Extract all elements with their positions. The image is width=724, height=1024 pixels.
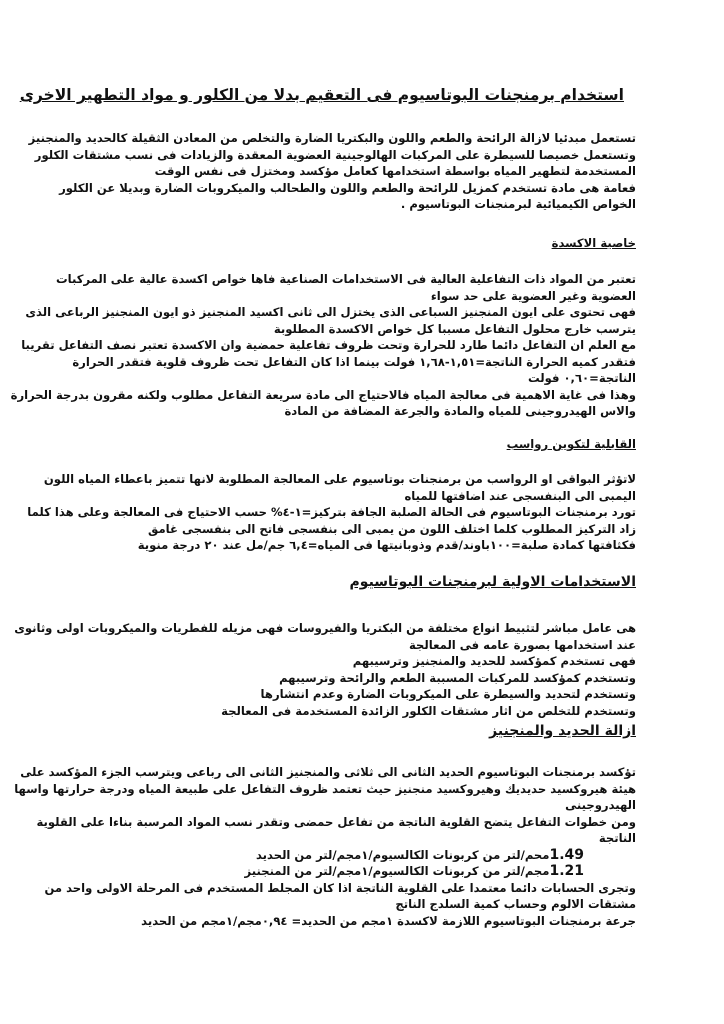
section-heading-precipitation: القابلية لتكوين رواسب [506, 437, 636, 451]
ratio-line-manganese [70, 863, 636, 880]
text-line: الخواص الكيميائية لبرمنجنات البوتاسيوم . [400, 197, 636, 211]
text-line: وتستعمل خصيصا للسيطرة على المركبات الهالوجينية العضوية المعقدة والزيادات فى نسب مشتقات الكلور [34, 147, 636, 162]
text-line: اليمبى الى البنفسجى عند اضافتها للمياه [404, 488, 636, 503]
text-line: لاتؤثر البواقى او الرواسب من برمنجنات بوتاسيوم على المعالجة المطلوبة لانها تتميز باعطاء المياه اللون [43, 472, 636, 486]
ratio-text: محم/لتر من كربونات الكالسيوم/١مجم/لتر من الحديد [255, 847, 550, 862]
text-line: هى عامل مباشر لتثبيط انواع مختلفة من البكتريا والفيروسات فهى مزيله للفطريات والميكروبات اولى وثانوى [14, 621, 636, 635]
text-line: عند استخدامها بصورة عامه فى المعالجة [409, 637, 636, 652]
text-line: يترسب خارج محلول التفاعل مسببا كل خواص الاكسدة المطلوبة [273, 321, 636, 336]
section-oxidation-body [10, 271, 636, 420]
section-primary-uses-body [14, 620, 636, 719]
text-line: مع العلم ان التفاعل دائما طارد للحرارة وتحت ظروف تفاعلية حمضية وان الاكسدة تعتبر نصف التفاعل تقريبا [21, 338, 636, 352]
text-line: وتستخدم لتحديد والسيطرة على الميكروبات الضارة وعدم انتشارها [260, 687, 636, 701]
text-line: المستخدمة لتطهير المياه بواسطة استخدامها كعامل مؤكسد ومختزل فى نفس الوقت [154, 164, 636, 178]
document-title: استخدام برمنجنات البوتاسيوم فى التعقيم بدلا من الكلور و مواد التطهير الاخرى [19, 86, 624, 104]
text-line: فتقدر كميه الحرارة الناتجة=١,٥١-١,٦٨ فولت بينما اذا كان التفاعل تحت ظروف قلوية فتقدر الحرارة [72, 354, 636, 369]
text-line: جرعة برمنجنات البوتاسيوم اللازمة لاكسدة ١مجم من الحديد= ٠,٩٤مجم/١مجم من الحديد [141, 913, 636, 928]
text-line: فكثافتها كمادة صلبة=١٠٠باوند/قدم وذوبانيتها فى المياه=٦,٤ جم/مل عند ٢٠ درجة منوية [137, 538, 636, 552]
ratio-text: مجم/لتر من كربونات الكالسيوم/١مجم/لتر من المنجنيز [244, 864, 550, 878]
text-line: ومن خطوات التفاعل يتضح القلوية الناتجة من تفاعل حمضى وتقدر نسب المواد المرسبة بناءا على القلوية [36, 814, 636, 829]
text-line: الناتجة [598, 831, 636, 845]
section-precipitation-body [27, 471, 636, 554]
text-line: تعتبر من المواد ذات التفاعلية العالية فى الاستخدامات الصناعية فاها خواص اكسدة عالية على المركبات [55, 272, 636, 286]
text-line: وتجرى الحسابات دائما معتمدا على القلوية الناتجة اذا كان المجلط المستخدم فى المرحلة الاولى واحد من [44, 880, 636, 895]
text-line: وهذا فى غاية الاهمية فى معالجة المياه فالاحتياج الى مادة سريعة التفاعل مطلوب ولكنه مقرون بدرجة الحرارة [10, 387, 636, 402]
text-line: مشتقات الالوم وحساب كمية السلدج الناتج [395, 897, 636, 911]
text-line: تورد برمنجنات البوتاسيوم فى الحالة الصلبة الجافة بتركيز=١-٤% حسب الاحتياج فى المعالجة وعلى هذا كلما [27, 505, 636, 519]
text-line: هيئة هيروكسيد حديديك وهيروكسيد منجنيز حيث تعتمد ظروف التفاعل على طبيعة المياه ودرجة حرارتها واسها [14, 781, 636, 796]
text-line: زاد التركيز المطلوب كلما اختلف اللون من يمبى الى بنفسجى فاتح الى بنفسجى غامق [148, 521, 636, 536]
intro-paragraph [28, 130, 636, 213]
section-heading-primary-uses: الاستخدامات الاولية لبرمنجنات البوتاسيوم [349, 574, 636, 590]
text-line: فهى تحتوى على ايون المنجنيز السباعى الذى يختزل الى ثانى اكسيد المنجنيز ذو ايون المنجنيز الرباعى الذى [25, 305, 636, 319]
text-line: وتستخدم كمؤكسد للمركبات المسببة الطعم والرائحة وترسيبهم [279, 670, 636, 685]
text-line: وتستخدم للتخلص من اثار مشتقات الكلور الزائدة المستخدمة فى المعالجة [221, 703, 636, 718]
text-line: تؤكسد برمنجنات البوتاسيوم الحديد الثانى الى ثلاثى والمنجنيز الثانى الى رباعى ويترسب الجزء المؤكسد على [20, 765, 636, 779]
text-line: والاس الهيدروجينى للمياه والمادة والجرعة المضافة من المادة [284, 404, 636, 418]
text-line: فهى تستخدم كمؤكسد للحديد والمنجنيز وترسيبهم [352, 654, 636, 668]
text-line: الناتجة=٠,٦٠ فولت [527, 371, 636, 385]
section-iron-manganese-body [14, 764, 636, 929]
text-line: فعامة هى مادة تستخدم كمزيل للرائحة والطعم واللون والطحالب والميكروبات الضارة وبديلا عن الكلور [59, 180, 636, 195]
section-heading-iron-manganese: ازالة الحديد والمنجنيز [489, 723, 636, 739]
ratio-value: 1.21 [549, 863, 584, 879]
text-line: الهيدروجينى [565, 798, 636, 812]
section-heading-oxidation: خاصية الاكسدة [551, 236, 636, 250]
text-line: تستعمل مبدئيا لازالة الرائحة والطعم واللون والبكتريا الضارة والتخلص من المعادن الثقيلة كالحديد والمنجنيز [28, 131, 636, 145]
ratio-line-iron [70, 847, 636, 864]
text-line: العضوية وغير العضوية على حد سواء [430, 288, 636, 303]
ratio-value: 1.49 [549, 846, 584, 863]
